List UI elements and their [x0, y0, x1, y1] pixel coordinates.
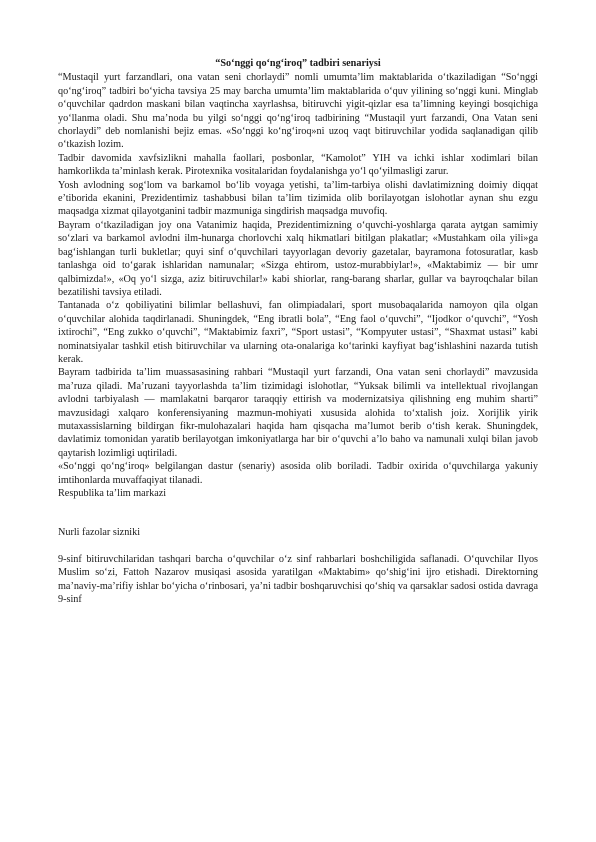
paragraph-program: «So‘nggi qo‘ng‘iroq» belgilangan dastur (senariy) asosida olib boriladi. Tadbir oxirida o‘quvchilarga yakuniy imtihonlarda muvaffaqiyat tilanadi. — [58, 461, 538, 486]
paragraph-decoration: Bayram o‘tkaziladigan joy ona Vatanimiz haqida, Prezidentimizning o‘quvchi-yoshlarga qarata aytgan samimiy so‘zlari va barkamol avlodni ilm-hunarga chorlovchi xalq hikmatlari bitilgan plakatlar; «Mustahkam oila yili»ga bag‘ishlangan turli bukletlar; quyi sinf o‘quvchilari tayyorlagan devoriy gazetalar, bayramona fotosuratlar, kasb tanlashga oid to‘garak ishlaridan namunalar; «Sizga ehtirom, ustoz-murabbiylar!», «Maktabimiz — bir umr qalbimizda!», «Oq yo‘l sizga, aziz bitiruvchilar!» kabi shiorlar, rang-barang sharlar, gullar va bayroqchalar bilan bezatilishi tavsiya etiladi. — [58, 219, 538, 298]
paragraph-closing: 9-sinf bitiruvchilaridan tashqari barcha o‘quvchilar o‘z sinf rahbarlari boshchiligida saflanadi. O‘quvchilar Ilyos Muslim so‘zi, Fattoh Nazarov musiqasi asosida yaratilgan «Maktabim» qo‘shig‘ini ijro etishadi. Direktorning ma’naviy-ma’rifiy ishlar bo‘yicha o‘rinbosari, ya’ni tadbir boshqaruvchisi qo‘shiq va qarsaklar sadosi ostida davraga 9-sinf — [58, 553, 538, 606]
spacer — [58, 540, 538, 553]
paragraph-awards: Tantanada o‘z qobiliyatini bilimlar bellashuvi, fan olimpiadalari, sport musobaqalarida namoyon qila olgan o‘quvchilar alohida taqdirlanadi. Shuningdek, “Eng ibratli bola”, “Eng faol o‘quvchi”, “Ijodkor o‘quvchi”, “Yosh ixtirochi”, “Eng zukko o‘quvchi”, “Maktabimiz faxri”, “Sport ustasi”, “Kompyuter ustasi”, “Shaxmat ustasi” kabi nominatsiyalar tashkil etish bitiruvchilar va ularning ota-onalariga ko‘tarinki kayfiyat bag‘ishlashini nazarda tutish kerak. — [58, 300, 538, 365]
section-heading: Nurli fazolar sizniki — [58, 527, 141, 539]
document-page — [58, 57, 538, 606]
spacer — [58, 500, 538, 526]
paragraph-speech: Bayram tadbirida ta’lim muassasasining rahbari “Mustaqil yurt farzandi, Ona vatan seni chorlaydi” mavzusida ma’ruza qiladi. Ma’ruzani tayyorlashda ta’lim tizimidagi islohotlar, “Yuksak bilimli va intellektual rivojlangan avlodni tarbiyalash — mamlakatni barqaror taraqqiy ettirish va modernizatsiya qilishning eng muhim sharti” mavzusidagi xalqaro konferensiyaning mazmun-mohiyati xususida alohida to‘xtalish joiz. Xorijlik yirik mutaxassislarning bildirgan fikr-mulohazalari haqida ham qisqacha ma’lumot berib o‘tish kerak. Shuningdek, davlatimiz tomonidan yaratib berilayotgan imkoniyatlarga har bir o‘quvchi a’lo baho va namunali xulqi bilan javob qaytarish lozimligi uqtiriladi. — [58, 367, 538, 459]
paragraph-security: Tadbir davomida xavfsizlikni mahalla faollari, posbonlar, “Kamolot” YIH va ichki ishlar xodimlari bilan hamkorlikda ta’minlash kerak. Pirotexnika vositalaridan foydalanishga yo‘l qo‘yilmasligi zarur. — [58, 152, 538, 178]
signature: Respublika ta’lim markazi — [58, 488, 167, 499]
document-title: “So‘nggi qo‘ng‘iroq” tadbiri senariysi — [215, 58, 381, 69]
paragraph-youth: Yosh avlodning sog‘lom va barkamol bo‘lib voyaga yetishi, ta’lim-tarbiya olishi davlatimizning doimiy diqqat e’tiborida ekanini, Prezidentimiz tashabbusi bilan ta’lim tizimida olib borilayotgan islohotlar aynan shu ezgu maqsadga xizmat qilayotganini tadbir mazmuniga singdirish maqsadga muvofiq. — [58, 179, 538, 218]
paragraph-intro: “Mustaqil yurt farzandlari, ona vatan seni chorlaydi” nomli umumta’lim maktablarida o‘tkaziladigan “So‘nggi qo‘ng‘iroq” tadbiri bo‘yicha tavsiya 25 may barcha umumta’lim maktablarida o‘quv yilining so‘nggi kuni. Minglab o‘quvchilar qadrdon maskani bilan vaqtincha xayrlashsa, bitiruvchi yigit-qizlar esa ta’limning keyingi bosqichiga yo‘llanma oladi. Shu ma’noda bu yilgi so‘nggi qo‘ng‘iroq tadbirining “Mustaqil yurt farzandi, Ona Vatan seni chorlaydi” deb nomlanishi bejiz emas. «So‘nggi ko‘ng‘iroq»ni uzoq vaqt bitiruvchilar yodida saqlanadigan qilib o‘tkazish lozim. — [58, 72, 538, 151]
